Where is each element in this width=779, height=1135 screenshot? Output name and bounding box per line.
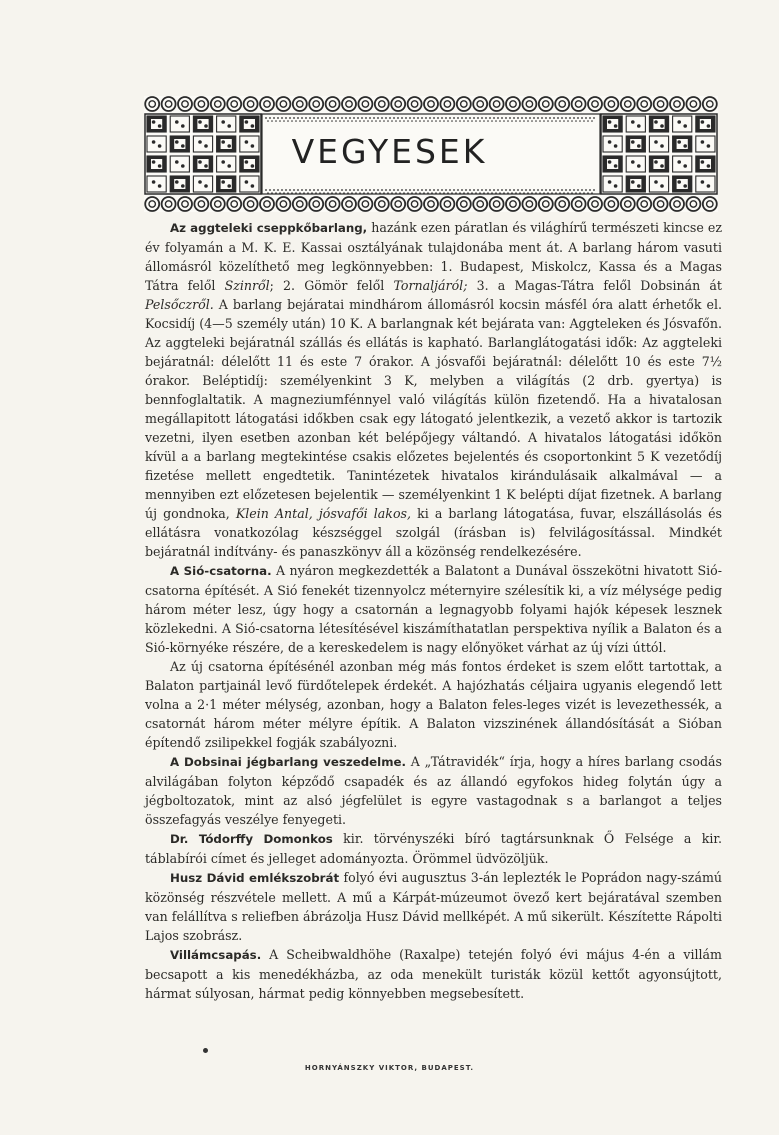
heading-aggtelek: Az aggteleki cseppkőbarlang, (170, 221, 368, 235)
paragraph-todorffy: Dr. Tódorffy Domonkos kir. törvényszéki bíró tagtársunknak Ő Felsége a kir. táblabírói címet és jelleget adományozta. Örömmel üdvözöljük. (145, 831, 723, 866)
heading-todorffy: Dr. Tódorffy Domonkos (170, 832, 333, 846)
heading-villam: Villámcsapás. (170, 948, 262, 962)
paragraph-sio-cont: Az új csatorna építésénél azonban még más fontos érdeket is szem előtt tartottak, a Balaton partjainál levő fürdőtelepek érdekét. A hajózhatás céljaira ugyanis elegendő lett volna a 2·1 méter mélység, azonban, hogy a Balaton feles-leges vizét is levezethessék, a csatornát három méter mélyre építik. A Balaton vizszinének állandósítását a Sióban építendő zsilipekkel fogják szabályozni. (145, 659, 722, 750)
paragraph-husz: Husz Dávid emlékszobrát folyó évi augusztus 3-án leplezték le Poprádon nagy-számú közönség részvétele mellett. A mű a Kárpát-múzeumot övező kert bejáratával szemben van felállítva s reliefben ábrázolja Husz Dávid mellképét. A mű sikerült. Készítette Rápolti Lajos szobrász. (145, 870, 723, 943)
heading-husz: Husz Dávid emlékszobrát (170, 871, 340, 885)
heading-dobsina: A Dobsinai jégbarlang veszedelme. (170, 755, 406, 769)
article-body (145, 218, 722, 1003)
paragraph-aggtelek: Az aggteleki cseppkőbarlang, hazánk ezen páratlan és világhírű természeti kincse ez év folyamán a M. K. E. Kassai osztályának tulajdonába ment át. A barlang három vasuti állomásról közelíthető meg legkönnyebben: 1. Budapest, Miskolcz, Kassa és a Magas Tátra felől Szinről; 2. Gömör felől Tornaljáról; 3. a Magas-Tátra felől Dobsinán át Pelsőczről. A barlang bejáratai mindhárom állomásról kocsin másfél óra alatt érhetők el. Kocsidíj (4—5 személy után) 10 K. A barlangnak két bejárata van: Aggteleken és Jósvafőn. Az aggteleki bejáratnál szállás és ellátás is kapható. Barlanglátogatási idők: Az aggteleki bejáratnál: délelőtt 11 és este 7 órakor. A jósvafői bejáratnál: délelőtt 10 és este 7½ órakor. Beléptidíj: személyenkint 3 K, melyben a világítás (2 drb. gyertya) is bennfoglaltatik. A magneziumfénnyel való világítás külön fizetendő. Ha a hivatalosan megállapitott látogatási időkben csak egy látogató jelentkezik, a vezető akkor is tartozik vezetni, ilyen esetben azonban két belépőjegy váltandó. A hivatalos látogatási időkön kívül a a barlang megtekintése csakis előzetes bejelentés és csoportonkint 5 K vezetődíj fizetése mellett engedtetik. Tanintézetek hivatalos kirándulásaik alkalmával — a mennyiben ezt előzetesen bejelentik — személyenkint 1 K belépti díjat fizetnek. A barlang új gondnoka, Klein Antal, jósvafői lakos, ki a barlang látogatása, fuvar, elszállásolás és ellátásra vonatkozólag készséggel szolgál (írásban is) felvilágosítással. Mindkét bejáratnál indítvány- és panaszkönyv áll a közönség rendelkezésére. (145, 220, 722, 559)
page-title: VEGYESEK (291, 132, 488, 171)
paragraph-sio: A Sió-csatorna. A nyáron megkezdették a Balatont a Dunával összekötni hivatott Sió-csatorna építését. A Sió fenekét tizennyolcz méternyire szélesítik ki, a víz mélysége pedig három méter lesz, úgy hogy a csatornán a legnagyobb folyami hajók képesek lesznek közlekedni. A Sió-csatorna létesítésével kiszámíthatatlan perspektiva nyílik a Balaton és a Sió-környéke részére, de a kereskedelem is nagy előnyöket várhat az új vízi úttól. (145, 563, 723, 655)
paragraph-dobsina: A Dobsinai jégbarlang veszedelme. A „Tátravidék“ írja, hogy a híres barlang csodás alvilágában folyton képződő csapadék és az állandó egyfokos hideg folytán úgy a jégboltozatok, mint az alsó jégfelület is egyre vastagodnak s a barlangot a teljes összefagyás veszélye fenyegeti. (145, 754, 722, 827)
heading-sio: A Sió-csatorna. (170, 564, 272, 578)
ink-dot (203, 1048, 208, 1053)
paragraph-villam: Villámcsapás. A Scheibwaldhöhe (Raxalpe) tetején folyó évi május 4-én a villám becsapott a kis menedékházba, az oda menekült turisták közül kettőt agyonsújtott, hármat súlyosan, hármat pedig könnyebben megsebesített. (145, 947, 722, 1001)
printer-imprint: HORNYÁNSZKY VIKTOR, BUDAPEST. (304, 1064, 475, 1072)
